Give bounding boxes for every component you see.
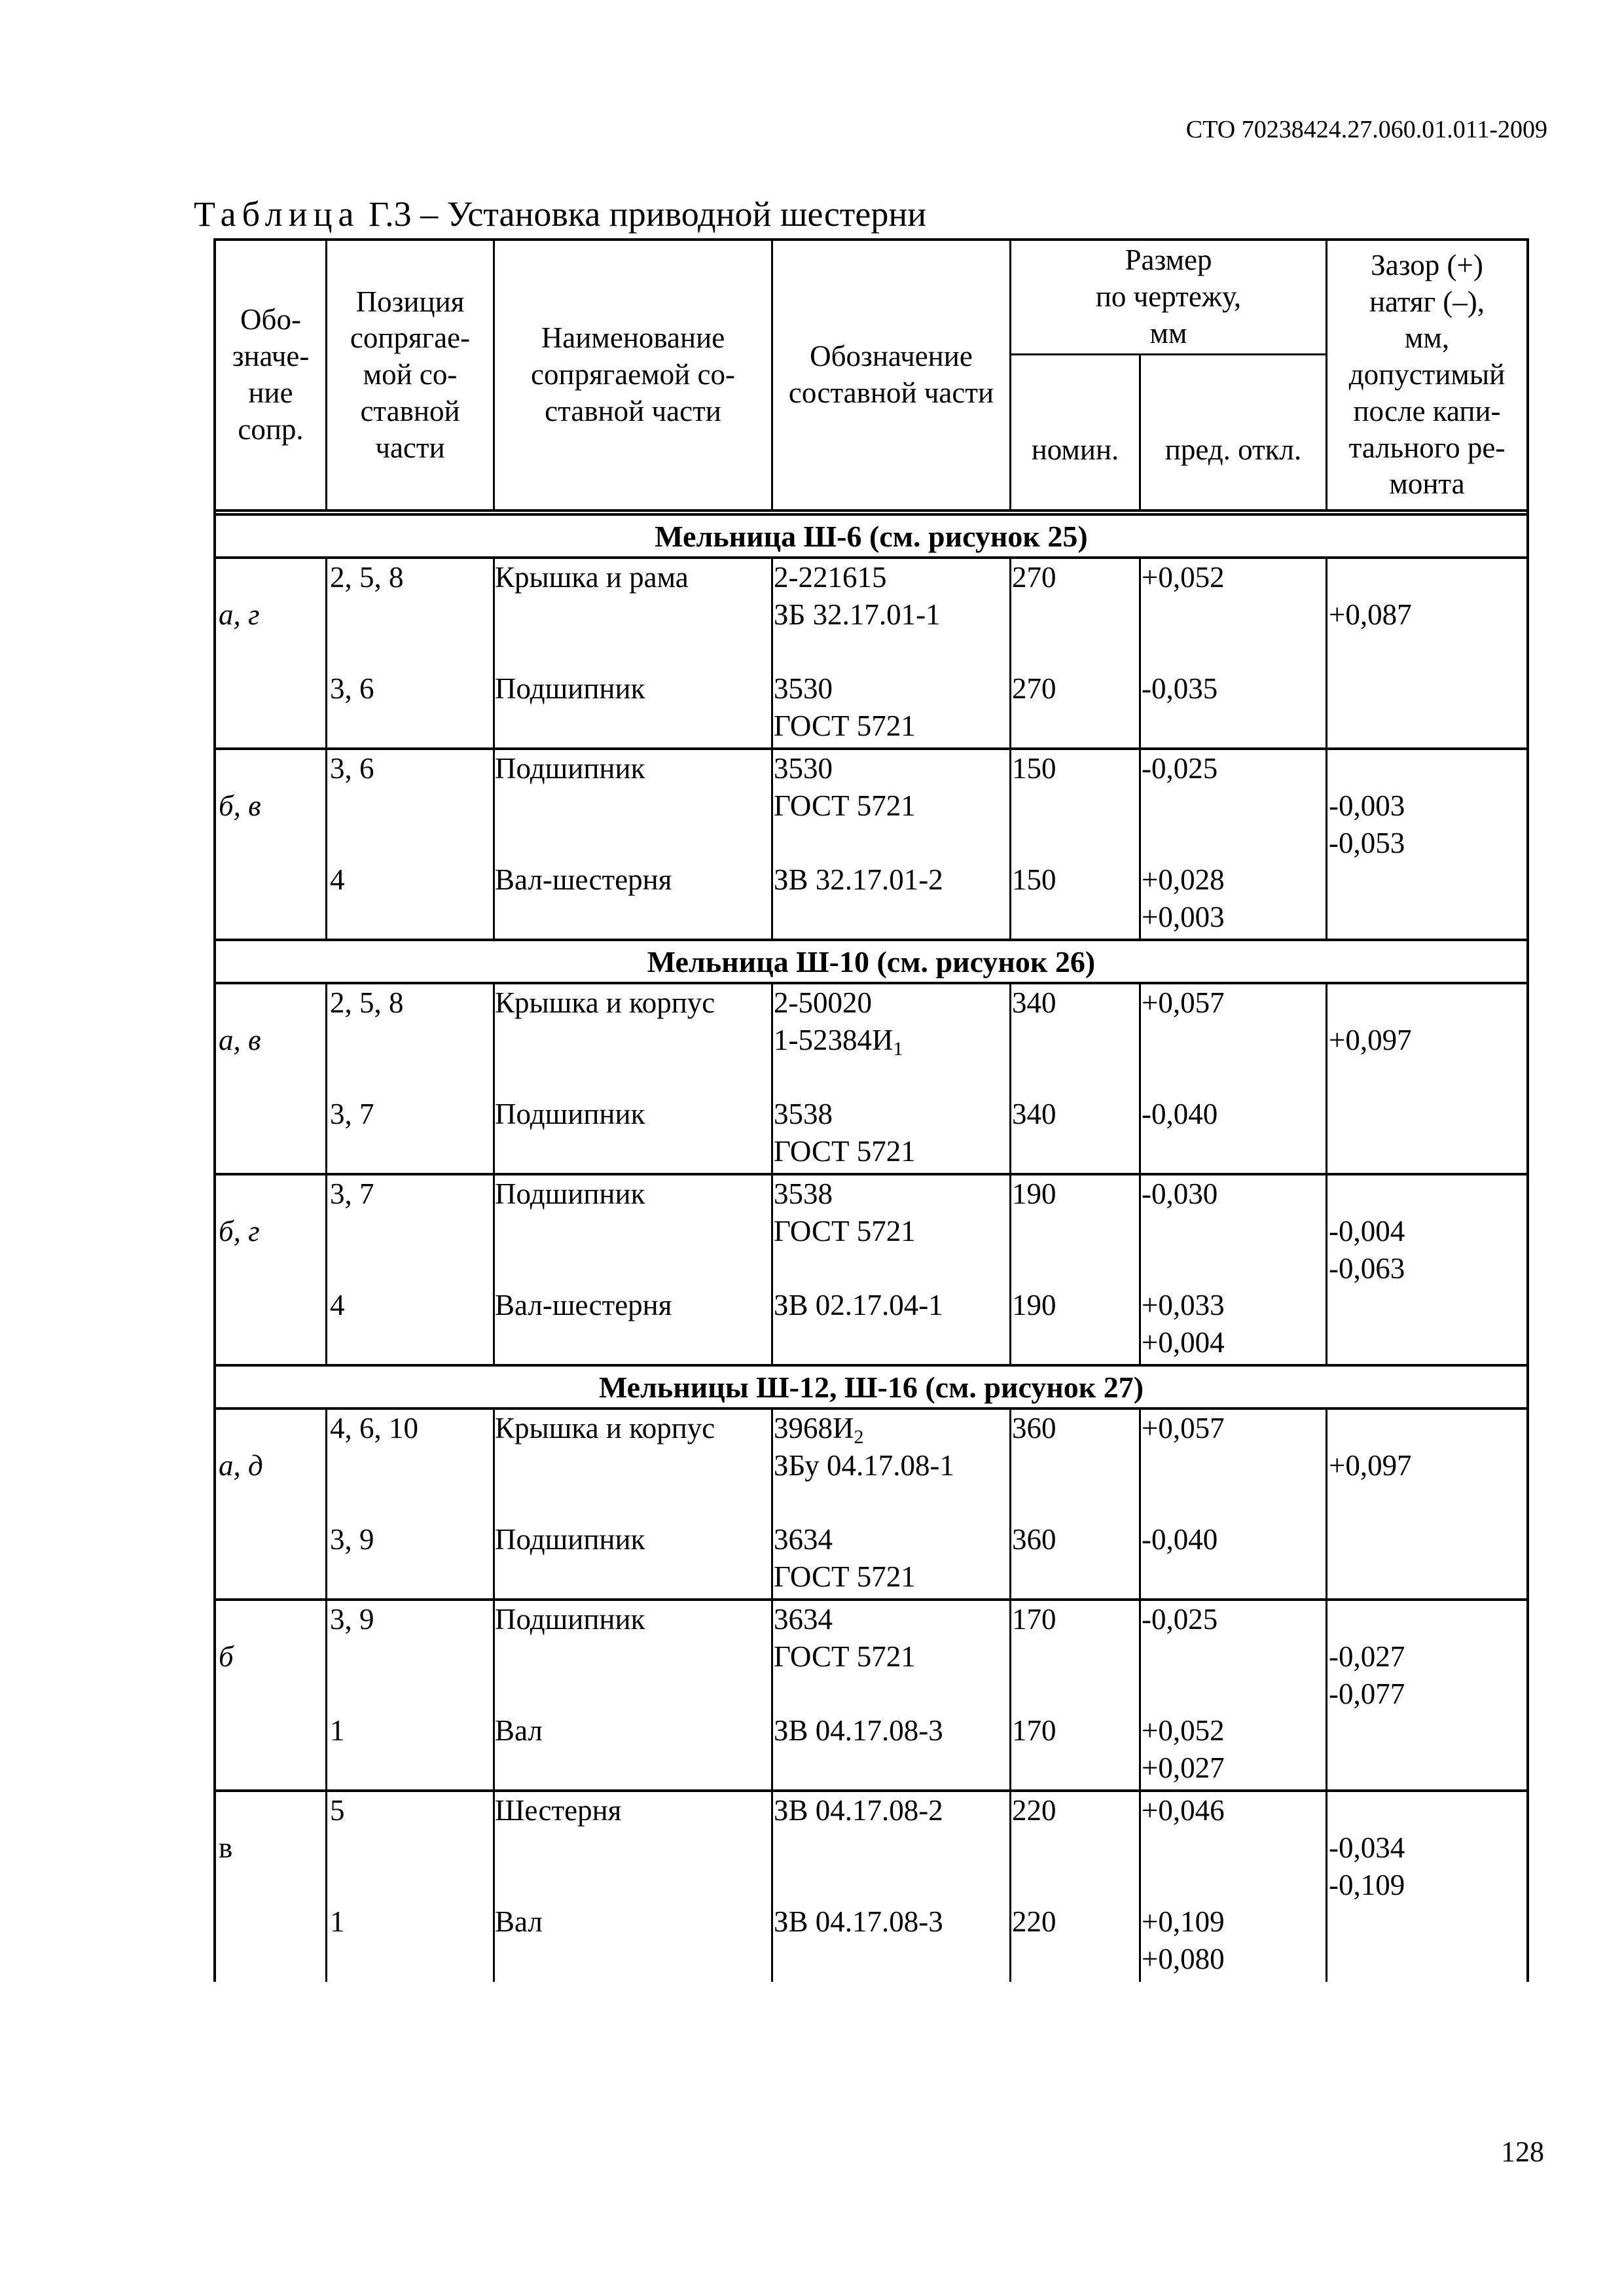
column-rule xyxy=(1139,984,1141,1173)
column-rule xyxy=(1326,984,1327,1173)
table-body xyxy=(213,516,1529,1982)
part-designation: ГОСТ 5721 xyxy=(774,789,916,822)
col-header-size-text xyxy=(1096,242,1241,351)
subscript: 1 xyxy=(893,1038,903,1060)
col-header-name xyxy=(493,241,771,509)
nominal-value: 270 xyxy=(1012,672,1056,705)
part-designation: 3634 xyxy=(774,1523,833,1556)
part-designation: ГОСТ 5721 xyxy=(774,1135,916,1168)
header-line: по чертежу, xyxy=(1095,280,1242,314)
col-header-position xyxy=(325,241,493,509)
clearance-value: -0,004 xyxy=(1329,1215,1405,1247)
position-value: 2, 5, 8 xyxy=(330,561,404,594)
col-header-deviation: пред. откл. xyxy=(1139,355,1326,509)
column-rule xyxy=(1326,750,1327,939)
column-rule xyxy=(1009,750,1011,939)
section-title: Мельница Ш-6 (см. рисунок 25) xyxy=(213,516,1529,559)
nominal-value: 360 xyxy=(1012,1412,1056,1444)
nominal-value: 190 xyxy=(1012,1177,1056,1210)
deviation-value: +0,028 xyxy=(1142,863,1225,896)
clearance-value: -0,034 xyxy=(1329,1831,1405,1864)
header-line: после капи- xyxy=(1353,394,1501,427)
header-line: составной части xyxy=(788,376,994,409)
part-designation: ГОСТ 5721 xyxy=(774,1640,916,1673)
part-designation: ЗВ 04.17.08-2 xyxy=(774,1794,943,1827)
header-line: сопр. xyxy=(238,412,304,446)
position-value: 3, 9 xyxy=(330,1523,374,1556)
joint-designation: а, г xyxy=(219,598,260,631)
part-designation: ГОСТ 5721 xyxy=(774,1560,916,1593)
column-rule xyxy=(771,750,773,939)
header-line: Размер xyxy=(1125,243,1212,277)
nominal-value: 170 xyxy=(1012,1714,1056,1747)
part-designation: ЗБ 32.17.01-1 xyxy=(774,598,941,631)
clearance-value: -0,109 xyxy=(1329,1869,1405,1901)
col-header-clearance-text xyxy=(1349,247,1506,503)
part-designation: 2-221615 xyxy=(774,561,887,594)
header-line: Наименование xyxy=(541,321,725,355)
group-row xyxy=(213,750,1529,941)
header-line: части xyxy=(375,431,445,464)
column-rule xyxy=(325,750,327,939)
deviation-value: +0,033 xyxy=(1142,1289,1225,1321)
part-name: Подшипник xyxy=(495,1177,645,1210)
deviation-value: +0,080 xyxy=(1142,1943,1225,1975)
column-rule xyxy=(1326,1175,1327,1364)
column-rule xyxy=(1139,750,1141,939)
col-header-size xyxy=(1009,241,1326,355)
part-designation: 3538 xyxy=(774,1098,833,1130)
part-designation: 3634 xyxy=(774,1603,833,1636)
part-name: Крышка и рама xyxy=(495,561,689,594)
part-designation: ЗБу 04.17.08-1 xyxy=(774,1449,954,1482)
part-name: Крышка и корпус xyxy=(495,1412,715,1444)
header-line: Обозначение xyxy=(810,340,973,373)
joint-designation: а, д xyxy=(219,1449,263,1482)
col-header-position-text xyxy=(350,284,470,467)
position-value: 3, 6 xyxy=(330,672,374,705)
header-line: Позиция xyxy=(355,285,465,318)
header-line: тального ре- xyxy=(1348,431,1506,464)
deviation-value: +0,004 xyxy=(1142,1326,1225,1359)
clearance-value: +0,097 xyxy=(1329,1024,1412,1056)
deviation-value: +0,027 xyxy=(1142,1751,1225,1784)
part-name: Вал-шестерня xyxy=(495,863,672,896)
header-line: мм xyxy=(1149,316,1187,350)
part-designation: ЗВ 32.17.01-2 xyxy=(774,863,943,896)
col-header-name-text xyxy=(531,320,735,429)
column-rule xyxy=(325,1175,327,1364)
part-name: Подшипник xyxy=(495,1603,645,1636)
joint-designation: б xyxy=(219,1640,234,1673)
column-rule xyxy=(1009,1175,1011,1364)
part-name: Вал xyxy=(495,1714,543,1747)
clearance-value: -0,003 xyxy=(1329,789,1405,822)
joint-designation: а, в xyxy=(219,1024,261,1056)
column-rule xyxy=(325,1792,327,1982)
page-number: 128 xyxy=(1501,2136,1544,2168)
column-rule xyxy=(1326,1792,1327,1982)
header-line: ставной xyxy=(360,394,460,427)
deviation-value: +0,052 xyxy=(1142,1714,1225,1747)
nominal-value: 220 xyxy=(1012,1905,1056,1938)
joint-designation: в xyxy=(219,1831,233,1864)
col-header-nominal: номин. xyxy=(1009,355,1139,509)
part-name: Крышка и корпус xyxy=(495,986,715,1019)
column-rule xyxy=(1139,1601,1141,1789)
part-designation: 2-50020 xyxy=(774,986,872,1019)
joint-designation: б, г xyxy=(219,1215,260,1247)
installation-table xyxy=(213,238,1529,1982)
deviation-value: +0,003 xyxy=(1142,901,1225,933)
position-value: 1 xyxy=(330,1905,345,1938)
part-name: Вал xyxy=(495,1905,543,1938)
position-value: 4, 6, 10 xyxy=(330,1412,418,1444)
document-code: СТО 70238424.27.060.01.011-2009 xyxy=(1185,116,1547,143)
column-rule xyxy=(325,1601,327,1789)
column-rule xyxy=(1139,1792,1141,1982)
column-rule xyxy=(1139,1175,1141,1364)
header-line: ставной части xyxy=(545,394,721,427)
part-name: Подшипник xyxy=(495,672,645,705)
position-value: 3, 7 xyxy=(330,1098,374,1130)
column-rule xyxy=(1326,1601,1327,1789)
group-row xyxy=(213,984,1529,1175)
column-rule xyxy=(771,559,773,747)
clearance-value: -0,053 xyxy=(1329,827,1405,859)
table-title-prefix: Таблица xyxy=(194,194,360,234)
column-rule xyxy=(1009,1601,1011,1789)
deviation-value: +0,057 xyxy=(1142,986,1225,1019)
clearance-value: -0,077 xyxy=(1329,1677,1405,1710)
nominal-value: 360 xyxy=(1012,1523,1056,1556)
part-designation: $1-52384И_1$ xyxy=(774,1024,903,1060)
column-rule xyxy=(771,1792,773,1982)
column-rule xyxy=(325,1410,327,1598)
section-title: Мельница Ш-10 (см. рисунок 26) xyxy=(213,941,1529,984)
part-name: Подшипник xyxy=(495,752,645,785)
col-header-part-designation xyxy=(771,241,1009,509)
column-rule xyxy=(771,1601,773,1789)
column-rule xyxy=(771,1410,773,1598)
part-designation: ГОСТ 5721 xyxy=(774,709,916,742)
column-rule xyxy=(1139,559,1141,747)
column-rule xyxy=(1139,1410,1141,1598)
deviation-value: -0,025 xyxy=(1142,1603,1218,1636)
col-header-designation-text xyxy=(232,302,310,448)
group-row xyxy=(213,1601,1529,1792)
col-header-part-designation-text xyxy=(789,338,994,412)
position-value: 1 xyxy=(330,1714,345,1747)
col-header-designation xyxy=(216,241,325,509)
part-designation: 3538 xyxy=(774,1177,833,1210)
header-line: сопрягаемой со- xyxy=(531,358,735,391)
deviation-value: +0,109 xyxy=(1142,1905,1225,1938)
deviation-value: +0,052 xyxy=(1142,561,1225,594)
group-row xyxy=(213,1175,1529,1367)
position-value: 3, 9 xyxy=(330,1603,374,1636)
nominal-value: 340 xyxy=(1012,1098,1056,1130)
part-name: Подшипник xyxy=(495,1098,645,1130)
column-rule xyxy=(1009,559,1011,747)
subscript: 2 xyxy=(854,1426,864,1448)
column-rule xyxy=(771,1175,773,1364)
nominal-value: 220 xyxy=(1012,1794,1056,1827)
deviation-value: -0,030 xyxy=(1142,1177,1218,1210)
part-name: Подшипник xyxy=(495,1523,645,1556)
header-line: мой со- xyxy=(363,358,458,391)
header-line: Обо- xyxy=(240,303,301,336)
header-line: натяг (–), xyxy=(1369,285,1485,318)
nominal-value: 150 xyxy=(1012,752,1056,785)
position-value: 5 xyxy=(330,1794,345,1827)
column-rule xyxy=(1326,559,1327,747)
nominal-value: 170 xyxy=(1012,1603,1056,1636)
header-line: мм, xyxy=(1404,321,1450,355)
group-row xyxy=(213,1410,1529,1601)
nominal-value: 340 xyxy=(1012,986,1056,1019)
header-line: допустимый xyxy=(1348,358,1506,391)
header-line: Зазор (+) xyxy=(1371,248,1483,281)
column-rule xyxy=(1009,1792,1011,1982)
group-row xyxy=(213,1792,1529,1982)
part-designation: 3530 xyxy=(774,672,833,705)
header-line: ние xyxy=(248,376,293,409)
nominal-value: 190 xyxy=(1012,1289,1056,1321)
position-value: 3, 6 xyxy=(330,752,374,785)
part-designation: ЗВ 04.17.08-3 xyxy=(774,1714,943,1747)
column-rule xyxy=(325,984,327,1173)
nominal-value: 270 xyxy=(1012,561,1056,594)
joint-designation: б, в xyxy=(219,789,261,822)
deviation-value: +0,057 xyxy=(1142,1412,1225,1444)
header-double-rule xyxy=(213,509,1529,516)
clearance-value: -0,027 xyxy=(1329,1640,1405,1673)
part-name: Шестерня xyxy=(495,1794,622,1827)
part-designation: ЗВ 04.17.08-3 xyxy=(774,1905,943,1938)
column-rule xyxy=(771,984,773,1173)
part-designation: ГОСТ 5721 xyxy=(774,1215,916,1247)
clearance-value: +0,097 xyxy=(1329,1449,1412,1482)
nominal-value: 150 xyxy=(1012,863,1056,896)
group-row xyxy=(213,559,1529,750)
part-designation: ЗВ 02.17.04-1 xyxy=(774,1289,943,1321)
deviation-value: +0,046 xyxy=(1142,1794,1225,1827)
table-title-text: Г.3 – Установка приводной шестерни xyxy=(359,194,927,234)
part-designation: $3968И_2$ xyxy=(774,1412,864,1448)
deviation-value: -0,040 xyxy=(1142,1523,1218,1556)
column-rule xyxy=(1009,984,1011,1173)
position-value: 3, 7 xyxy=(330,1177,374,1210)
section-title: Мельницы Ш-12, Ш-16 (см. рисунок 27) xyxy=(213,1367,1529,1410)
part-designation: 3530 xyxy=(774,752,833,785)
clearance-value: -0,063 xyxy=(1329,1252,1405,1285)
part-name: Вал-шестерня xyxy=(495,1289,672,1321)
column-rule xyxy=(325,559,327,747)
column-rule xyxy=(1009,1410,1011,1598)
header-line: значе- xyxy=(232,340,310,373)
table-title xyxy=(194,194,926,234)
position-value: 4 xyxy=(330,1289,345,1321)
table-header xyxy=(213,238,1529,509)
col-header-clearance xyxy=(1326,241,1526,509)
position-value: 4 xyxy=(330,863,345,896)
header-line: монта xyxy=(1389,467,1465,501)
deviation-value: -0,040 xyxy=(1142,1098,1218,1130)
column-rule xyxy=(1326,1410,1327,1598)
header-line: сопрягае- xyxy=(350,321,471,355)
position-value: 2, 5, 8 xyxy=(330,986,404,1019)
deviation-value: -0,035 xyxy=(1142,672,1218,705)
clearance-value: +0,087 xyxy=(1329,598,1412,631)
deviation-value: -0,025 xyxy=(1142,752,1218,785)
